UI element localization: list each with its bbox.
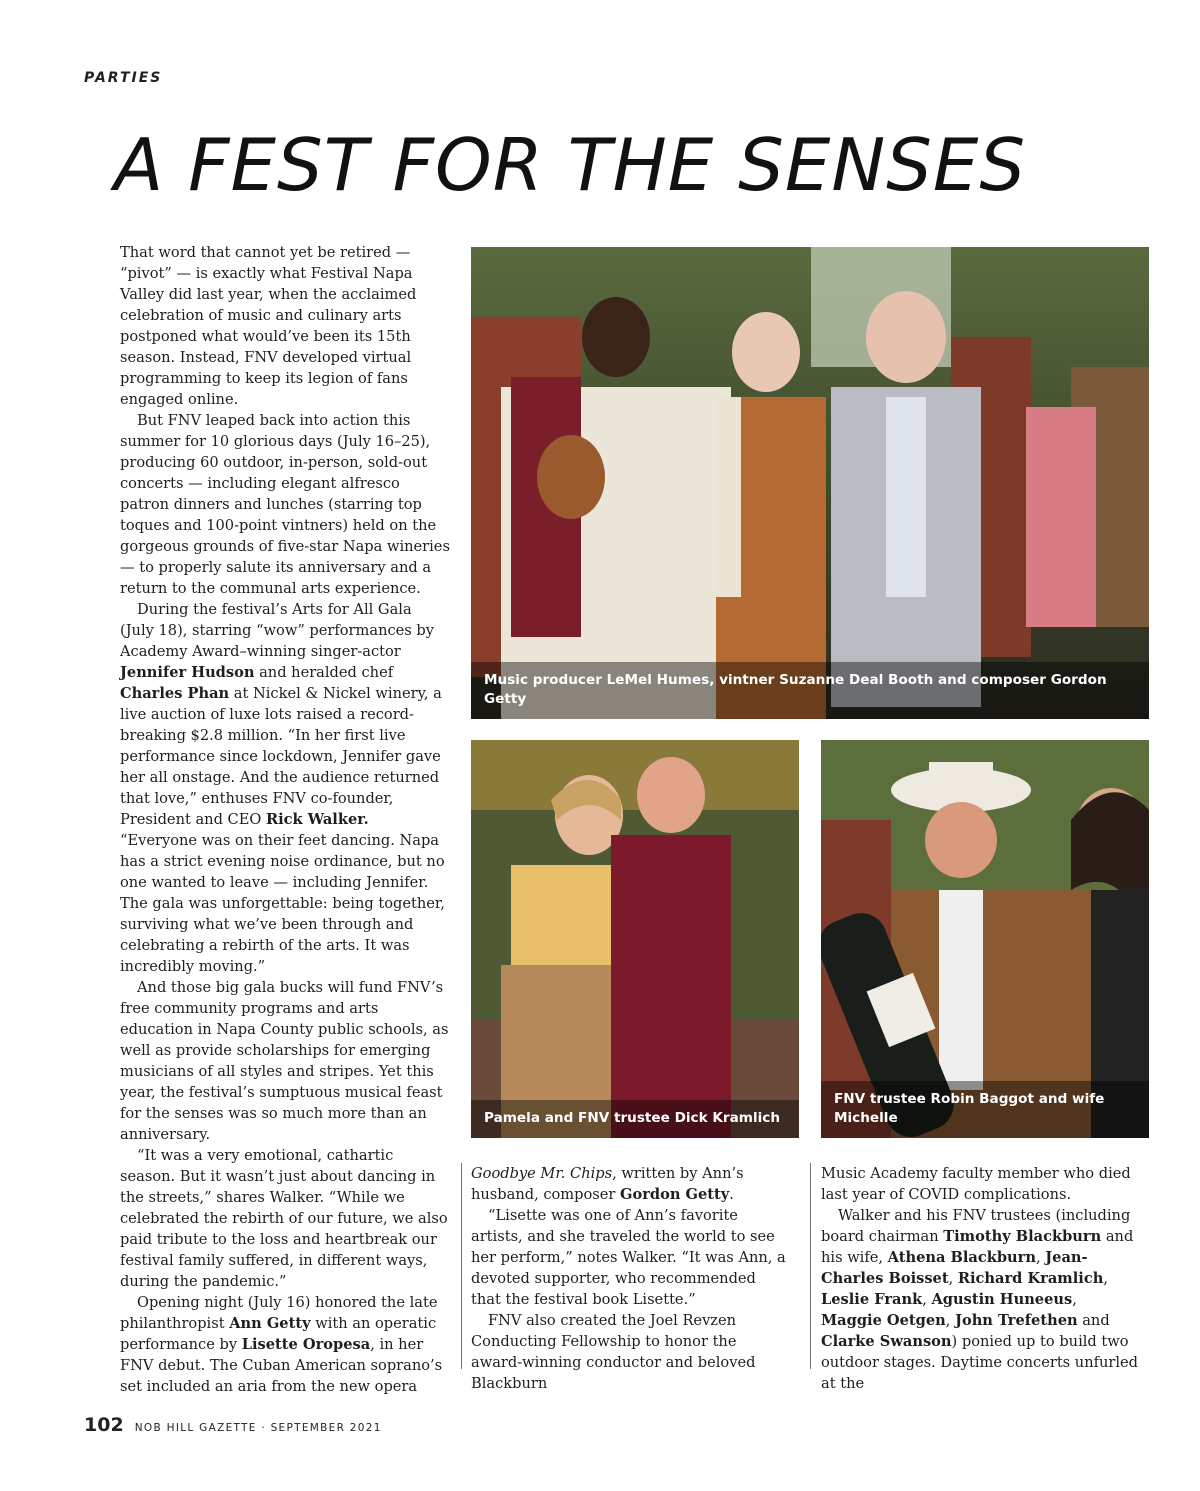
bold-name: Jennifer Hudson	[120, 664, 255, 681]
bold-name: Rick Walker.	[265, 811, 369, 828]
page-number: 102	[84, 1414, 124, 1436]
section-label: PARTIES	[84, 70, 163, 86]
photo-caption: Pamela and FNV trustee Dick Kramlich	[471, 1100, 799, 1138]
bold-name: Gordon Getty	[620, 1186, 730, 1203]
bold-name: Richard Kramlich	[957, 1270, 1104, 1287]
bold-name: Ann Getty	[229, 1315, 311, 1332]
bold-name: Athena Blackburn	[887, 1249, 1036, 1266]
bold-name: Maggie Oetgen	[821, 1312, 946, 1329]
article-paragraph: “It was a very emotional, cathartic season. But it wasn’t just about dancing in the streets,” shares Walker. “While we celebrated the rebirth of our future, we also paid tribute to the loss and heartbreak our festival family suffered, in different ways, during the pandemic.”	[120, 1147, 448, 1290]
column-divider	[461, 1163, 462, 1369]
article-paragraph: FNV also created the Joel Revzen Conducting Fellowship to honor the award-winning conductor and beloved Blackburn	[471, 1312, 756, 1392]
article-paragraph: Goodbye Mr. Chips, written by Ann’s husband, composer Gordon Getty.	[471, 1165, 744, 1203]
photo-image	[471, 740, 799, 1138]
bold-name: Timothy Blackburn	[943, 1228, 1102, 1245]
column-divider	[810, 1163, 811, 1369]
article-paragraph: And those big gala bucks will fund FNV’s free community programs and arts education in Napa County public schools, as well as provide scholarships for emerging musicians of all styles and stripes. Yet this year, the festival’s sumptuous musical feast for the senses was so much more than an anniversary.	[120, 979, 449, 1143]
article-column-2	[471, 1163, 789, 1394]
bold-name: Clarke Swanson	[821, 1333, 952, 1350]
photo-humes-booth-getty	[471, 247, 1149, 719]
page-title: A FEST FOR THE SENSES	[114, 123, 1027, 207]
article-paragraph: Opening night (July 16) honored the late philanthropist Ann Getty with an operatic performance by Lisette Oropesa, in her FNV debut. The Cuban American soprano’s set included an aria from the new opera	[120, 1294, 443, 1395]
italic-title: Goodbye Mr. Chips	[471, 1165, 613, 1182]
publication-info: NOB HILL GAZETTE · SEPTEMBER 2021	[134, 1422, 382, 1434]
bold-name: Charles Phan	[120, 685, 230, 702]
article-paragraph: Music Academy faculty member who died last year of COVID complications.	[821, 1165, 1131, 1203]
bold-name: Leslie Frank	[821, 1291, 923, 1308]
photo-caption: Music producer LeMel Humes, vintner Suzanne Deal Booth and composer Gordon Getty	[471, 662, 1149, 719]
photo-caption: FNV trustee Robin Baggot and wife Michelle	[821, 1081, 1149, 1138]
article-column-3	[821, 1163, 1139, 1394]
article-paragraph: But FNV leaped back into action this summer for 10 glorious days (July 16–25), producing 60 outdoor, in-person, sold-out concerts — including elegant alfresco patron dinners and lunches (starring top toques and 100-point vintners) held on the gorgeous grounds of five-star Napa wineries — to properly salute its anniversary and a return to the communal arts experience.	[120, 412, 450, 597]
article-column-1	[120, 242, 450, 1397]
article-paragraph: That word that cannot yet be retired — “pivot” — is exactly what Festival Napa Valley did last year, when the acclaimed celebration of music and culinary arts postponed what would’ve been its 15th season. Instead, FNV developed virtual programming to keep its legion of fans engaged online.	[120, 244, 417, 408]
article-paragraph: Walker and his FNV trustees (including board chairman Timothy Blackburn and his wife, Athena Blackburn, Jean-Charles Boisset, Richard Kramlich, Leslie Frank, Agustin Huneeus, Maggie Oetgen, John Trefethen and Clarke Swanson) ponied up to build two outdoor stages. Daytime concerts unfurled at the	[821, 1207, 1139, 1392]
photo-baggot	[821, 740, 1149, 1138]
article-paragraph: “Lisette was one of Ann’s favorite artists, and she traveled the world to see her perform,” notes Walker. “It was Ann, a devoted supporter, who recommended that the festival book Lisette.”	[471, 1207, 786, 1308]
photo-image	[471, 247, 1149, 719]
bold-name: John Trefethen	[955, 1312, 1078, 1329]
page-footer	[84, 1414, 382, 1436]
bold-name: Agustin Huneeus	[931, 1291, 1073, 1308]
photo-image	[821, 740, 1149, 1138]
bold-name: Jean-Charles Boisset	[821, 1249, 1088, 1287]
photo-kramlich	[471, 740, 799, 1138]
bold-name: Lisette Oropesa	[241, 1336, 371, 1353]
article-paragraph: During the festival’s Arts for All Gala (July 18), starring “wow” performances by Academy Award–winning singer-actor Jennifer Hudson and heralded chef Charles Phan at Nickel & Nickel winery, a live auction of luxe lots raised a record-breaking $2.8 million. “In her first live performance since lockdown, Jennifer gave her all onstage. And the audience returned that love,” enthuses FNV co-founder, President and CEO Rick Walker. “Everyone was on their feet dancing. Napa has a strict evening noise ordinance, but no one wanted to leave — including Jennifer. The gala was unforgettable: being together, surviving what we’ve been through and celebrating a rebirth of the arts. It was incredibly moving.”	[120, 601, 445, 975]
